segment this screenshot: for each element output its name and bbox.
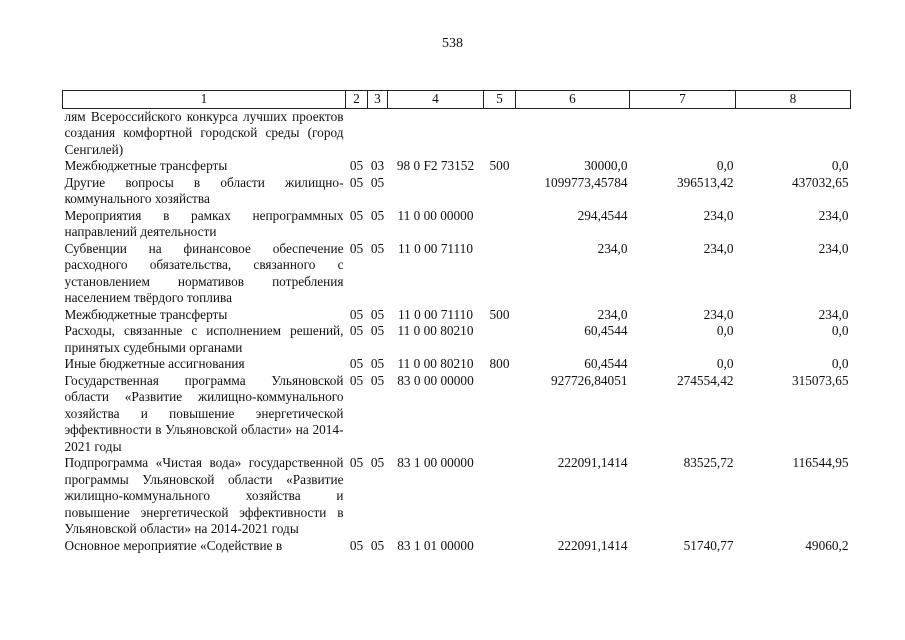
- row-target-code: 83 0 00 00000: [397, 372, 474, 388]
- row-name: Иные бюджетные ассигнования: [64, 356, 245, 371]
- row-section: 05: [349, 356, 364, 371]
- row-value-6: 222091,1414: [557, 537, 628, 553]
- row-target-code: 11 0 00 71110: [398, 240, 473, 256]
- row-value-6: 1099773,45784: [544, 174, 628, 190]
- row-section: 05: [349, 455, 364, 470]
- row-value-6: [516, 108, 630, 158]
- row-expense-type: [484, 538, 516, 555]
- table-row: [63, 241, 851, 307]
- row-value-7: 0,0: [716, 323, 734, 338]
- row-section: 05: [349, 323, 364, 338]
- row-value-7: 234,0: [703, 207, 734, 223]
- row-name: лям Всероссийского конкурса лучших проектов создания комфортной городской среды (город Сенгилей): [64, 108, 344, 157]
- row-value-6: 234,0: [597, 306, 628, 322]
- row-expense-type: 500: [489, 158, 510, 173]
- row-name: Подпрограмма «Чистая вода» государственной программы Ульяновской области «Развитие жилищно-коммунального хозяйства и повышение энергетической эффективности в Ульяновской области» на 2014-2021 годы: [64, 455, 344, 536]
- row-name: Государственная программа Ульяновской области «Развитие жилищно-коммунального хозяйства и повышение энергетической эффективности в Ульяновской области» на 2014-2021 годы: [64, 372, 344, 454]
- row-expense-type: [484, 208, 516, 241]
- row-target-code: [388, 108, 484, 158]
- row-subsection: 05: [370, 207, 385, 223]
- row-section: 05: [349, 306, 364, 322]
- row-expense-type: [484, 175, 516, 208]
- column-header-6: 6: [516, 91, 630, 109]
- column-header-8: 8: [736, 91, 851, 109]
- row-expense-type: 500: [489, 306, 510, 322]
- row-value-7: 274554,42: [676, 372, 734, 388]
- row-subsection: 05: [370, 356, 385, 371]
- column-header-2: 2: [346, 91, 368, 109]
- row-value-8: 0,0: [831, 158, 849, 173]
- row-value-7: 0,0: [716, 356, 734, 371]
- column-header-4: 4: [388, 91, 484, 109]
- row-target-code: 11 0 00 00000: [397, 207, 474, 223]
- row-value-8: 437032,65: [791, 174, 849, 190]
- row-expense-type: [484, 373, 516, 456]
- row-target-code: 98 0 F2 73152: [396, 158, 475, 173]
- row-section: 05: [349, 537, 364, 553]
- row-target-code: 11 0 00 80210: [397, 323, 474, 338]
- row-target-code: 83 1 00 00000: [397, 455, 474, 470]
- row-section: [346, 108, 368, 158]
- row-subsection: 05: [370, 372, 385, 388]
- table-row: [63, 455, 851, 538]
- table-row: [63, 538, 851, 555]
- row-section: 05: [349, 174, 364, 190]
- column-header-1: 1: [63, 91, 346, 109]
- column-header-7: 7: [630, 91, 736, 109]
- row-value-6: 60,4544: [584, 356, 628, 371]
- page-number: 538: [442, 36, 463, 51]
- row-section: 05: [349, 372, 364, 388]
- row-target-code: [388, 175, 484, 208]
- row-value-7: 51740,77: [683, 537, 734, 553]
- row-value-7: 83525,72: [683, 455, 734, 470]
- row-name: Основное мероприятие «Содействие в: [64, 537, 283, 553]
- column-header-5: 5: [484, 91, 516, 109]
- row-value-6: 60,4544: [584, 323, 628, 338]
- row-value-8: 234,0: [818, 306, 849, 322]
- row-value-6: 222091,1414: [557, 455, 628, 470]
- row-name: Мероприятия в рамках непрограммных направлений деятельности: [64, 207, 344, 239]
- row-subsection: [368, 108, 388, 158]
- row-value-7: 396513,42: [676, 174, 734, 190]
- row-value-8: [736, 108, 851, 158]
- row-name: Межбюджетные трансферты: [64, 306, 228, 322]
- table-row: [63, 108, 851, 158]
- row-subsection: 05: [370, 174, 385, 190]
- row-name: Другие вопросы в области жилищно-коммунального хозяйства: [64, 174, 344, 206]
- row-value-8: 315073,65: [791, 372, 849, 388]
- row-value-7: 234,0: [703, 240, 734, 256]
- row-section: 05: [349, 207, 364, 223]
- table-row: [63, 323, 851, 356]
- row-expense-type: [484, 323, 516, 356]
- table-row: [63, 158, 851, 175]
- column-header-3: 3: [368, 91, 388, 109]
- row-subsection: 05: [370, 240, 385, 256]
- row-expense-type: [484, 455, 516, 538]
- row-value-8: 116544,95: [792, 455, 849, 470]
- row-value-6: 30000,0: [584, 158, 628, 173]
- row-subsection: 05: [370, 455, 385, 470]
- row-target-code: 83 1 01 00000: [397, 537, 474, 553]
- row-name: Субвенции на финансовое обеспечение расходного обязательства, связанного с установлением нормативов потребления населением твёрдого топлива: [64, 240, 344, 305]
- row-value-8: 49060,2: [805, 537, 849, 553]
- row-value-6: 294,4544: [577, 207, 628, 223]
- row-target-code: 11 0 00 80210: [397, 356, 474, 371]
- row-value-8: 234,0: [818, 207, 849, 223]
- row-subsection: 05: [370, 306, 385, 322]
- row-expense-type: 800: [489, 356, 510, 371]
- table-row: [63, 373, 851, 456]
- row-subsection: 03: [370, 158, 385, 173]
- row-value-8: 234,0: [818, 240, 849, 256]
- row-name: Расходы, связанные с исполнением решений, принятых судебными органами: [64, 323, 344, 355]
- row-value-7: 0,0: [716, 158, 734, 173]
- row-value-7: [630, 108, 736, 158]
- table-row: [63, 175, 851, 208]
- budget-table: [62, 90, 851, 554]
- row-value-6: 927726,84051: [551, 372, 628, 388]
- table-row: [63, 307, 851, 324]
- row-expense-type: [484, 241, 516, 307]
- row-target-code: 11 0 00 71110: [398, 306, 473, 322]
- table-row: [63, 356, 851, 373]
- row-value-6: 234,0: [597, 240, 628, 256]
- header-row: [63, 91, 851, 109]
- table-row: [63, 208, 851, 241]
- row-value-8: 0,0: [831, 356, 849, 371]
- row-subsection: 05: [370, 537, 385, 553]
- row-value-7: 234,0: [703, 306, 734, 322]
- row-value-8: 0,0: [831, 323, 849, 338]
- row-section: 05: [349, 240, 364, 256]
- row-section: 05: [349, 158, 364, 173]
- row-subsection: 05: [370, 323, 385, 338]
- row-name: Межбюджетные трансферты: [64, 158, 228, 173]
- row-expense-type: [484, 108, 516, 158]
